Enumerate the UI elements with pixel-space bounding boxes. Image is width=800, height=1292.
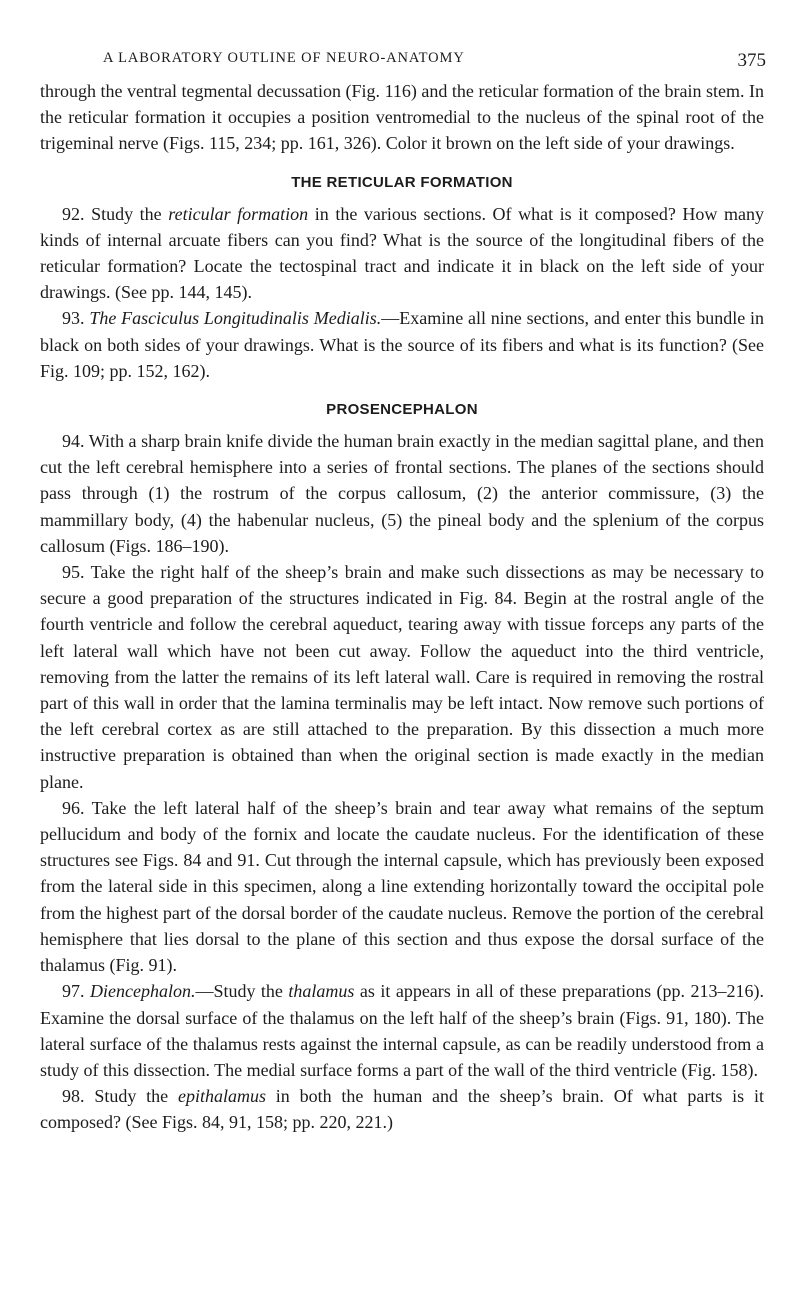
running-title: A LABORATORY OUTLINE OF NEURO-ANATOMY bbox=[103, 50, 465, 66]
p98-term: epithalamus bbox=[177, 1086, 266, 1107]
paragraph-93 bbox=[40, 305, 764, 384]
p97-lead: 97. bbox=[62, 981, 90, 1002]
heading-reticular-formation: THE RETICULAR FORMATION bbox=[291, 173, 513, 191]
p92-term: reticular formation bbox=[168, 203, 309, 224]
p93-term: The Fasciculus Longitudinalis Medialis. bbox=[89, 308, 382, 329]
p98-lead: 98. Study the bbox=[62, 1086, 178, 1107]
p92-body: in the various sections. Of what is it composed? How many kinds of internal arcuate fibers can you find? What is the source of the longitudinal fibers of the reticular formation? Locate the tectospinal tract and indicate it in black on the left side of your drawings. (See pp. 144, 145). bbox=[40, 203, 764, 303]
p97-mid: —Study the bbox=[195, 981, 289, 1002]
p93-lead: 93. bbox=[62, 308, 90, 329]
p98-body: in both the human and the sheep’s brain. Of what parts is it composed? (See Figs. 84, 91, 158; pp. 220, 221.) bbox=[40, 1086, 764, 1133]
paragraph-95: 95. Take the right half of the sheep’s brain and make such dissections as may be necessary to secure a good preparation of the structures indicated in Fig. 84. Begin at the rostral angle of the fourth ventricle and follow the cerebral aqueduct, tearing away with tissue forceps any parts of the left lateral wall which have not been cut away. Follow the aqueduct into the third ventricle, removing from the latter the remains of its left lateral wall. Care is required in removing the rostral part of this wall in order that the lamina terminalis may be left intact. Now remove such portions of the left cerebral cortex as are still attached to the preparation. By this dissection a much more instructive preparation is obtained than when the original section is made exactly in the median plane. bbox=[40, 562, 764, 792]
intro-paragraph: through the ventral tegmental decussation (Fig. 116) and the reticular formation of the brain stem. In the reticular formation it occupies a position ventromedial to the nucleus of the spinal root of the trigeminal nerve (Figs. 115, 234; pp. 161, 326). Color it brown on the left side of your drawings. bbox=[40, 81, 764, 154]
paragraph-98 bbox=[40, 1083, 764, 1135]
heading-prosencephalon: PROSENCEPHALON bbox=[326, 401, 478, 419]
running-header bbox=[40, 38, 764, 78]
p97-body: as it appears in all of these preparations (pp. 213–216). Examine the dorsal surface of the thalamus on the left half of the sheep’s brain (Figs. 91, 180). The lateral surface of the thalamus rests against the internal capsule, as can be readily understood from a study of this dissection. The medial surface forms a part of the wall of the third ventricle (Fig. 158). bbox=[40, 981, 765, 1080]
p93-body: —Examine all nine sections, and enter this bundle in black on both sides of your drawings. What is the source of its fibers and what is its function? (See Fig. 109; pp. 152, 162). bbox=[40, 308, 765, 381]
paragraph-97 bbox=[40, 978, 764, 1083]
paragraph-92 bbox=[40, 201, 764, 306]
p97-term: Diencephalon. bbox=[89, 981, 196, 1002]
page-number: 375 bbox=[737, 50, 766, 71]
p97-term-thalamus: thalamus bbox=[288, 981, 355, 1002]
document-page bbox=[40, 38, 764, 1136]
paragraph-96: 96. Take the left lateral half of the sheep’s brain and tear away what remains of the septum pellucidum and body of the fornix and locate the caudate nucleus. For the identification of these structures see Figs. 84 and 91. Cut through the internal capsule, which has previously been exposed from the lateral side in this specimen, along a line extending horizontally toward the occipital pole from the highest part of the dorsal border of the caudate nucleus. Remove the portion of the cerebral hemisphere that lies dorsal to the plane of this section and thus expose the dorsal surface of the thalamus (Fig. 91). bbox=[40, 797, 764, 976]
p92-lead: 92. Study the bbox=[62, 203, 169, 224]
paragraph-94: 94. With a sharp brain knife divide the human brain exactly in the median sagittal plane, and then cut the left cerebral hemisphere into a series of frontal sections. The planes of the sections should pass through (1) the rostrum of the corpus callosum, (2) the anterior commissure, (3) the mammillary body, (4) the habenular nucleus, (5) the pineal body and the splenium of the corpus callosum (Figs. 186–190). bbox=[40, 431, 764, 556]
